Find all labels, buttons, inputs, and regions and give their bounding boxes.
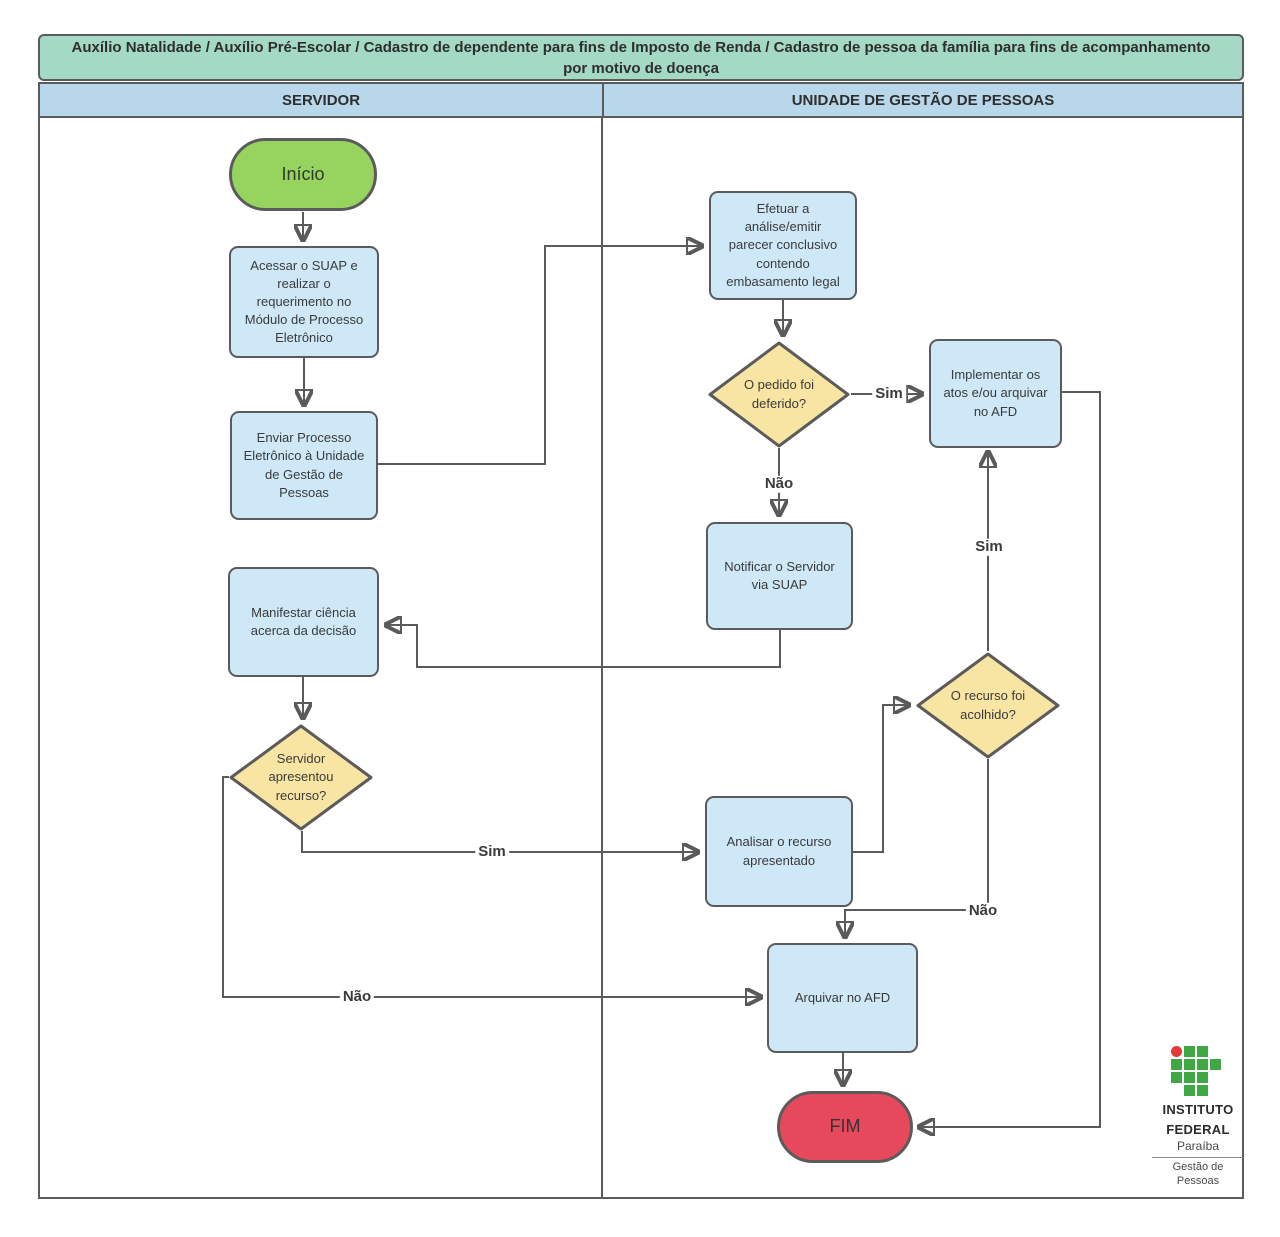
edge-label-recurso-sim: Sim xyxy=(475,844,509,861)
node-label: Enviar Processo Eletrônico à Unidade de Gestão de Pessoas xyxy=(243,430,365,500)
logo-department-line2: Pessoas xyxy=(1176,1174,1220,1187)
decision-apresentou-recurso xyxy=(229,724,373,831)
lane-divider xyxy=(601,118,603,1199)
process-acessar-suap xyxy=(229,246,379,358)
node-label: Implementar os atos e/ou arquivar no AFD xyxy=(943,367,1048,419)
process-implementar-atos xyxy=(929,339,1062,448)
node-label: O recurso foi acolhido? xyxy=(950,688,1026,722)
logo-institution-line1: INSTITUTO xyxy=(1162,1102,1234,1117)
node-label: Notificar o Servidor via SUAP xyxy=(724,558,835,592)
node-label: Arquivar no AFD xyxy=(794,989,891,1005)
node-label: Manifestar ciência acerca da decisão xyxy=(250,604,357,638)
decision-pedido-deferido xyxy=(708,341,850,448)
node-label: Início xyxy=(281,163,325,184)
logo-separator xyxy=(1152,1157,1244,1158)
edge-label-acolhido-nao: Não xyxy=(966,903,1000,920)
process-analisar-recurso xyxy=(705,796,853,907)
node-label: O pedido foi deferido? xyxy=(743,377,815,411)
process-enviar-processo xyxy=(230,411,378,520)
logo-institution-line2: FEDERAL xyxy=(1166,1121,1230,1137)
ifpb-logo-icon xyxy=(1171,1046,1225,1098)
start-node xyxy=(229,138,377,211)
diagram-frame xyxy=(38,82,1244,1199)
lane-header-servidor: SERVIDOR xyxy=(40,84,604,116)
logo-campus: Paraíba xyxy=(1176,1138,1220,1153)
edge-label-deferido-sim: Sim xyxy=(872,386,906,403)
node-label: Analisar o recurso apresentado xyxy=(726,834,832,868)
end-node xyxy=(777,1091,913,1163)
edge-label-acolhido-sim: Sim xyxy=(972,539,1006,556)
node-label: Efetuar a análise/emitir parecer conclusivo contendo embasamento legal xyxy=(726,201,840,289)
node-label: Acessar o SUAP e realizar o requerimento no Módulo de Processo Eletrônico xyxy=(244,257,364,346)
lane-headers xyxy=(38,82,1244,118)
node-label: FIM xyxy=(829,1116,861,1137)
logo-department-line1: Gestão de xyxy=(1172,1160,1224,1173)
process-manifestar-ciencia xyxy=(228,567,379,677)
decision-recurso-acolhido xyxy=(916,652,1060,759)
diagram-title: Auxílio Natalidade / Auxílio Pré-Escolar / Cadastro de dependente para fins de Imposto de Renda / Cadastro de pessoa da família para fins de acompanhamento por motivo de doença xyxy=(38,34,1244,81)
process-notificar-servidor xyxy=(706,522,853,630)
process-arquivar-afd xyxy=(767,943,918,1053)
edge-label-deferido-nao: Não xyxy=(762,476,796,493)
lane-header-unidade-gestao: UNIDADE DE GESTÃO DE PESSOAS xyxy=(791,91,1055,109)
ifpb-logo xyxy=(1146,1046,1250,1188)
edge-label-recurso-nao: Não xyxy=(340,989,374,1006)
node-label: Servidor apresentou recurso? xyxy=(268,751,334,803)
process-efetuar-analise xyxy=(709,191,857,300)
